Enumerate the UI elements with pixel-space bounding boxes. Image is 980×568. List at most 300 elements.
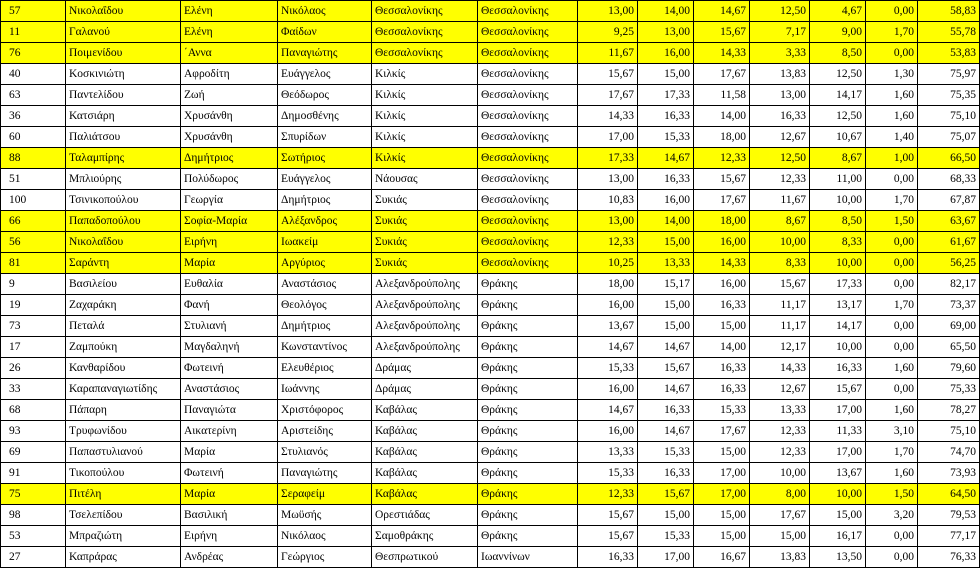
cell-score-1: 16,00 xyxy=(578,379,638,400)
table-row xyxy=(1,463,980,484)
cell-first-name: Ειρήνη xyxy=(181,232,278,253)
cell-region: Θεσσαλονίκης xyxy=(478,22,578,43)
cell-score-3: 16,67 xyxy=(694,547,750,568)
cell-bonus: 0,00 xyxy=(866,169,918,190)
cell-total: 73,93 xyxy=(918,463,980,484)
cell-surname: Κανθαρίδου xyxy=(66,358,181,379)
cell-score-5: 13,50 xyxy=(810,547,866,568)
cell-region: Θεσσαλονίκης xyxy=(478,127,578,148)
cell-surname: Μπραζιώτη xyxy=(66,526,181,547)
cell-total: 73,37 xyxy=(918,295,980,316)
cell-score-1: 13,33 xyxy=(578,442,638,463)
cell-total: 58,83 xyxy=(918,1,980,22)
cell-score-1: 15,67 xyxy=(578,505,638,526)
cell-row-id: 63 xyxy=(1,85,66,106)
cell-surname: Ταλαμπίρης xyxy=(66,148,181,169)
cell-region: Θεσσαλονίκης xyxy=(478,190,578,211)
cell-city: Συκιάς xyxy=(372,190,478,211)
cell-score-5: 8,33 xyxy=(810,232,866,253)
cell-surname: Τσινικοπούλου xyxy=(66,190,181,211)
cell-score-1: 9,25 xyxy=(578,22,638,43)
cell-bonus: 0,00 xyxy=(866,232,918,253)
table-row xyxy=(1,442,980,463)
cell-score-4: 13,83 xyxy=(750,64,810,85)
cell-score-1: 12,33 xyxy=(578,232,638,253)
cell-score-1: 16,33 xyxy=(578,547,638,568)
cell-bonus: 1,60 xyxy=(866,358,918,379)
table-body xyxy=(1,1,980,568)
cell-region: Θεσσαλονίκης xyxy=(478,148,578,169)
cell-city: Κιλκίς xyxy=(372,64,478,85)
cell-region: Θράκης xyxy=(478,526,578,547)
cell-city: Συκιάς xyxy=(372,253,478,274)
cell-father-name: Ελευθέριος xyxy=(278,358,372,379)
cell-region: Θράκης xyxy=(478,421,578,442)
cell-score-1: 10,83 xyxy=(578,190,638,211)
cell-score-1: 17,67 xyxy=(578,85,638,106)
cell-score-5: 10,00 xyxy=(810,253,866,274)
cell-surname: Πεταλά xyxy=(66,316,181,337)
cell-score-3: 11,58 xyxy=(694,85,750,106)
cell-score-5: 11,33 xyxy=(810,421,866,442)
cell-score-2: 16,33 xyxy=(638,106,694,127)
cell-score-5: 8,67 xyxy=(810,148,866,169)
table-row xyxy=(1,106,980,127)
cell-score-2: 14,67 xyxy=(638,337,694,358)
cell-score-5: 10,67 xyxy=(810,127,866,148)
cell-row-id: 76 xyxy=(1,43,66,64)
cell-score-3: 16,33 xyxy=(694,379,750,400)
cell-score-5: 15,00 xyxy=(810,505,866,526)
cell-row-id: 53 xyxy=(1,526,66,547)
cell-bonus: 1,70 xyxy=(866,295,918,316)
cell-city: Κιλκίς xyxy=(372,106,478,127)
cell-row-id: 91 xyxy=(1,463,66,484)
cell-total: 79,60 xyxy=(918,358,980,379)
cell-father-name: Παναγιώτης xyxy=(278,43,372,64)
cell-total: 55,78 xyxy=(918,22,980,43)
cell-city: Συκιάς xyxy=(372,211,478,232)
cell-score-1: 14,33 xyxy=(578,106,638,127)
cell-region: Θεσσαλονίκης xyxy=(478,106,578,127)
cell-score-4: 13,00 xyxy=(750,85,810,106)
cell-row-id: 73 xyxy=(1,316,66,337)
cell-city: Αλεξανδρούπολης xyxy=(372,274,478,295)
cell-region: Θεσσαλονίκης xyxy=(478,43,578,64)
table-row xyxy=(1,505,980,526)
cell-score-1: 17,33 xyxy=(578,148,638,169)
cell-total: 75,07 xyxy=(918,127,980,148)
cell-score-2: 13,33 xyxy=(638,253,694,274)
cell-score-4: 12,33 xyxy=(750,169,810,190)
cell-row-id: 68 xyxy=(1,400,66,421)
cell-score-2: 16,00 xyxy=(638,43,694,64)
cell-score-5: 17,00 xyxy=(810,400,866,421)
table-row xyxy=(1,64,980,85)
cell-surname: Πάπαρη xyxy=(66,400,181,421)
cell-score-1: 16,00 xyxy=(578,295,638,316)
cell-score-4: 12,17 xyxy=(750,337,810,358)
cell-region: Θράκης xyxy=(478,337,578,358)
cell-surname: Ποιμενίδου xyxy=(66,43,181,64)
cell-bonus: 1,60 xyxy=(866,85,918,106)
cell-father-name: Γεώργιος xyxy=(278,547,372,568)
cell-father-name: Στυλιανός xyxy=(278,442,372,463)
cell-score-3: 15,33 xyxy=(694,400,750,421)
cell-surname: Τικοπούλου xyxy=(66,463,181,484)
cell-row-id: 75 xyxy=(1,484,66,505)
cell-bonus: 1,60 xyxy=(866,400,918,421)
cell-score-4: 8,67 xyxy=(750,211,810,232)
cell-first-name: Χρυσάνθη xyxy=(181,127,278,148)
cell-score-2: 16,33 xyxy=(638,400,694,421)
cell-father-name: Σεραφείμ xyxy=(278,484,372,505)
cell-surname: Κατσιάρη xyxy=(66,106,181,127)
cell-first-name: ΄Αννα xyxy=(181,43,278,64)
cell-first-name: Φωτεινή xyxy=(181,358,278,379)
cell-score-5: 17,33 xyxy=(810,274,866,295)
cell-score-5: 14,17 xyxy=(810,316,866,337)
cell-score-3: 17,67 xyxy=(694,190,750,211)
cell-score-5: 13,17 xyxy=(810,295,866,316)
cell-first-name: Μαγδαληνή xyxy=(181,337,278,358)
cell-bonus: 1,50 xyxy=(866,484,918,505)
cell-first-name: Πολύδωρος xyxy=(181,169,278,190)
cell-region: Θεσσαλονίκης xyxy=(478,1,578,22)
cell-score-5: 14,17 xyxy=(810,85,866,106)
cell-father-name: Σωτήριος xyxy=(278,148,372,169)
cell-row-id: 36 xyxy=(1,106,66,127)
cell-bonus: 1,30 xyxy=(866,64,918,85)
cell-surname: Νικολαΐδου xyxy=(66,1,181,22)
cell-first-name: Ευθαλία xyxy=(181,274,278,295)
cell-score-2: 16,33 xyxy=(638,169,694,190)
cell-score-4: 17,67 xyxy=(750,505,810,526)
cell-score-2: 14,67 xyxy=(638,148,694,169)
cell-score-4: 12,50 xyxy=(750,148,810,169)
table-row xyxy=(1,148,980,169)
cell-score-2: 13,00 xyxy=(638,22,694,43)
cell-first-name: Στυλιανή xyxy=(181,316,278,337)
cell-score-4: 13,33 xyxy=(750,400,810,421)
cell-total: 76,33 xyxy=(918,547,980,568)
cell-total: 56,25 xyxy=(918,253,980,274)
cell-region: Ιωαννίνων xyxy=(478,547,578,568)
table-row xyxy=(1,43,980,64)
cell-score-5: 12,50 xyxy=(810,64,866,85)
cell-score-1: 14,67 xyxy=(578,337,638,358)
cell-row-id: 17 xyxy=(1,337,66,358)
cell-first-name: Ανδρέας xyxy=(181,547,278,568)
cell-score-4: 16,33 xyxy=(750,106,810,127)
cell-city: Αλεξανδρούπολης xyxy=(372,295,478,316)
cell-score-4: 12,33 xyxy=(750,421,810,442)
cell-score-2: 15,00 xyxy=(638,316,694,337)
cell-row-id: 88 xyxy=(1,148,66,169)
cell-score-4: 10,00 xyxy=(750,232,810,253)
table-row xyxy=(1,316,980,337)
cell-row-id: 93 xyxy=(1,421,66,442)
cell-bonus: 1,50 xyxy=(866,211,918,232)
cell-score-5: 16,33 xyxy=(810,358,866,379)
table-row xyxy=(1,232,980,253)
cell-score-4: 12,67 xyxy=(750,379,810,400)
cell-region: Θράκης xyxy=(478,295,578,316)
cell-first-name: Ελένη xyxy=(181,22,278,43)
cell-score-1: 15,33 xyxy=(578,463,638,484)
cell-first-name: Σοφία-Μαρία xyxy=(181,211,278,232)
cell-score-4: 12,33 xyxy=(750,442,810,463)
cell-score-2: 16,33 xyxy=(638,463,694,484)
cell-father-name: Αργύριος xyxy=(278,253,372,274)
cell-score-1: 18,00 xyxy=(578,274,638,295)
cell-father-name: Θεολόγος xyxy=(278,295,372,316)
cell-total: 66,50 xyxy=(918,148,980,169)
cell-score-4: 10,00 xyxy=(750,463,810,484)
cell-city: Αλεξανδρούπολης xyxy=(372,337,478,358)
cell-score-5: 12,50 xyxy=(810,106,866,127)
cell-score-3: 14,33 xyxy=(694,43,750,64)
cell-bonus: 1,00 xyxy=(866,148,918,169)
cell-total: 53,83 xyxy=(918,43,980,64)
cell-first-name: Παναγιώτα xyxy=(181,400,278,421)
cell-row-id: 19 xyxy=(1,295,66,316)
cell-row-id: 9 xyxy=(1,274,66,295)
table-row xyxy=(1,1,980,22)
cell-father-name: Ευάγγελος xyxy=(278,169,372,190)
cell-father-name: Φαίδων xyxy=(278,22,372,43)
cell-score-5: 4,67 xyxy=(810,1,866,22)
cell-surname: Καπράρας xyxy=(66,547,181,568)
cell-row-id: 60 xyxy=(1,127,66,148)
cell-first-name: Ζωή xyxy=(181,85,278,106)
cell-score-5: 10,00 xyxy=(810,484,866,505)
cell-score-2: 14,00 xyxy=(638,1,694,22)
cell-first-name: Χρυσάνθη xyxy=(181,106,278,127)
cell-bonus: 0,00 xyxy=(866,337,918,358)
cell-city: Αλεξανδρούπολης xyxy=(372,316,478,337)
cell-city: Κιλκίς xyxy=(372,85,478,106)
cell-score-3: 18,00 xyxy=(694,127,750,148)
cell-surname: Ζαχαράκη xyxy=(66,295,181,316)
table-row xyxy=(1,295,980,316)
cell-bonus: 3,10 xyxy=(866,421,918,442)
cell-region: Θράκης xyxy=(478,505,578,526)
cell-total: 75,10 xyxy=(918,106,980,127)
cell-surname: Καραπαναγιωτίδης xyxy=(66,379,181,400)
cell-surname: Νικολαΐδου xyxy=(66,232,181,253)
cell-region: Θράκης xyxy=(478,274,578,295)
cell-total: 75,33 xyxy=(918,379,980,400)
cell-first-name: Γεωργία xyxy=(181,190,278,211)
cell-city: Κιλκίς xyxy=(372,148,478,169)
cell-score-3: 14,33 xyxy=(694,253,750,274)
cell-total: 75,35 xyxy=(918,85,980,106)
cell-score-3: 17,67 xyxy=(694,421,750,442)
cell-total: 68,33 xyxy=(918,169,980,190)
cell-score-3: 15,00 xyxy=(694,505,750,526)
cell-first-name: Φανή xyxy=(181,295,278,316)
cell-first-name: Μαρία xyxy=(181,442,278,463)
cell-score-2: 15,33 xyxy=(638,127,694,148)
cell-score-3: 16,00 xyxy=(694,274,750,295)
cell-score-3: 15,00 xyxy=(694,526,750,547)
table-row xyxy=(1,337,980,358)
cell-score-2: 15,33 xyxy=(638,526,694,547)
cell-bonus: 0,00 xyxy=(866,316,918,337)
cell-city: Σαμοθράκης xyxy=(372,526,478,547)
cell-father-name: Ιωάννης xyxy=(278,379,372,400)
cell-score-2: 15,67 xyxy=(638,484,694,505)
table-row xyxy=(1,547,980,568)
cell-city: Θεσσαλονίκης xyxy=(372,22,478,43)
cell-city: Θεσσαλονίκης xyxy=(372,43,478,64)
cell-score-2: 14,67 xyxy=(638,421,694,442)
cell-bonus: 0,00 xyxy=(866,274,918,295)
cell-score-4: 11,17 xyxy=(750,295,810,316)
cell-row-id: 98 xyxy=(1,505,66,526)
cell-father-name: Δημήτριος xyxy=(278,316,372,337)
cell-score-3: 15,67 xyxy=(694,22,750,43)
cell-score-5: 15,67 xyxy=(810,379,866,400)
cell-score-3: 14,00 xyxy=(694,106,750,127)
cell-score-4: 12,67 xyxy=(750,127,810,148)
cell-city: Θεσπρωτικού xyxy=(372,547,478,568)
table-row xyxy=(1,421,980,442)
cell-score-1: 17,00 xyxy=(578,127,638,148)
cell-row-id: 57 xyxy=(1,1,66,22)
cell-score-2: 17,00 xyxy=(638,547,694,568)
table-row xyxy=(1,190,980,211)
table-row xyxy=(1,526,980,547)
cell-score-3: 17,00 xyxy=(694,484,750,505)
cell-surname: Τρυφωνίδου xyxy=(66,421,181,442)
cell-total: 78,27 xyxy=(918,400,980,421)
cell-father-name: Αναστάσιος xyxy=(278,274,372,295)
cell-score-3: 12,33 xyxy=(694,148,750,169)
cell-bonus: 1,60 xyxy=(866,463,918,484)
cell-surname: Παντελίδου xyxy=(66,85,181,106)
cell-city: Καβάλας xyxy=(372,421,478,442)
cell-region: Θεσσαλονίκης xyxy=(478,169,578,190)
cell-score-3: 18,00 xyxy=(694,211,750,232)
cell-score-3: 17,67 xyxy=(694,64,750,85)
cell-first-name: Αναστάσιος xyxy=(181,379,278,400)
cell-total: 64,50 xyxy=(918,484,980,505)
cell-father-name: Αριστείδης xyxy=(278,421,372,442)
cell-city: Καβάλας xyxy=(372,463,478,484)
cell-city: Ορεστιάδας xyxy=(372,505,478,526)
cell-score-2: 14,67 xyxy=(638,379,694,400)
cell-father-name: Θεόδωρος xyxy=(278,85,372,106)
cell-score-4: 15,00 xyxy=(750,526,810,547)
cell-score-1: 15,67 xyxy=(578,64,638,85)
cell-score-5: 8,50 xyxy=(810,211,866,232)
cell-score-1: 10,25 xyxy=(578,253,638,274)
cell-row-id: 56 xyxy=(1,232,66,253)
cell-score-1: 13,00 xyxy=(578,169,638,190)
table-row xyxy=(1,22,980,43)
cell-first-name: Ειρήνη xyxy=(181,526,278,547)
cell-score-1: 13,67 xyxy=(578,316,638,337)
cell-city: Καβάλας xyxy=(372,400,478,421)
cell-father-name: Κωνσταντίνος xyxy=(278,337,372,358)
cell-first-name: Μαρία xyxy=(181,253,278,274)
cell-score-4: 8,33 xyxy=(750,253,810,274)
cell-region: Θεσσαλονίκης xyxy=(478,64,578,85)
cell-city: Θεσσαλονίκης xyxy=(372,1,478,22)
cell-father-name: Μωϋσής xyxy=(278,505,372,526)
cell-score-5: 10,00 xyxy=(810,190,866,211)
cell-bonus: 1,70 xyxy=(866,190,918,211)
cell-father-name: Ευάγγελος xyxy=(278,64,372,85)
cell-score-3: 15,00 xyxy=(694,442,750,463)
cell-first-name: Βασιλική xyxy=(181,505,278,526)
cell-father-name: Αλέξανδρος xyxy=(278,211,372,232)
cell-region: Θεσσαλονίκης xyxy=(478,232,578,253)
cell-city: Νάουσας xyxy=(372,169,478,190)
cell-father-name: Νικόλαος xyxy=(278,1,372,22)
cell-row-id: 51 xyxy=(1,169,66,190)
table-row xyxy=(1,358,980,379)
cell-score-4: 8,00 xyxy=(750,484,810,505)
cell-surname: Μπλιούρης xyxy=(66,169,181,190)
cell-surname: Παλιάτσου xyxy=(66,127,181,148)
cell-score-2: 15,33 xyxy=(638,442,694,463)
cell-surname: Σαράντη xyxy=(66,253,181,274)
cell-score-5: 9,00 xyxy=(810,22,866,43)
cell-surname: Βασιλείου xyxy=(66,274,181,295)
table-row xyxy=(1,253,980,274)
cell-bonus: 0,00 xyxy=(866,1,918,22)
cell-city: Καβάλας xyxy=(372,484,478,505)
cell-bonus: 0,00 xyxy=(866,253,918,274)
cell-father-name: Νικόλαος xyxy=(278,526,372,547)
cell-score-4: 12,50 xyxy=(750,1,810,22)
table-row xyxy=(1,274,980,295)
cell-surname: Ζαμπούκη xyxy=(66,337,181,358)
cell-score-5: 13,67 xyxy=(810,463,866,484)
cell-total: 74,70 xyxy=(918,442,980,463)
cell-surname: Γαλανού xyxy=(66,22,181,43)
cell-surname: Τσελεπίδου xyxy=(66,505,181,526)
cell-score-5: 8,50 xyxy=(810,43,866,64)
cell-region: Θράκης xyxy=(478,484,578,505)
cell-father-name: Δημοσθένης xyxy=(278,106,372,127)
cell-bonus: 1,70 xyxy=(866,22,918,43)
cell-bonus: 3,20 xyxy=(866,505,918,526)
cell-first-name: Δημήτριος xyxy=(181,148,278,169)
cell-total: 67,87 xyxy=(918,190,980,211)
cell-total: 77,17 xyxy=(918,526,980,547)
cell-score-2: 15,00 xyxy=(638,505,694,526)
cell-first-name: Ελένη xyxy=(181,1,278,22)
cell-row-id: 27 xyxy=(1,547,66,568)
cell-total: 75,10 xyxy=(918,421,980,442)
cell-first-name: Αικατερίνη xyxy=(181,421,278,442)
cell-score-1: 15,67 xyxy=(578,526,638,547)
table-row xyxy=(1,484,980,505)
cell-score-3: 15,00 xyxy=(694,316,750,337)
cell-row-id: 81 xyxy=(1,253,66,274)
cell-score-5: 11,00 xyxy=(810,169,866,190)
cell-score-2: 15,67 xyxy=(638,358,694,379)
cell-region: Θράκης xyxy=(478,316,578,337)
cell-score-3: 15,67 xyxy=(694,169,750,190)
cell-row-id: 40 xyxy=(1,64,66,85)
cell-region: Θεσσαλονίκης xyxy=(478,253,578,274)
cell-bonus: 1,60 xyxy=(866,106,918,127)
